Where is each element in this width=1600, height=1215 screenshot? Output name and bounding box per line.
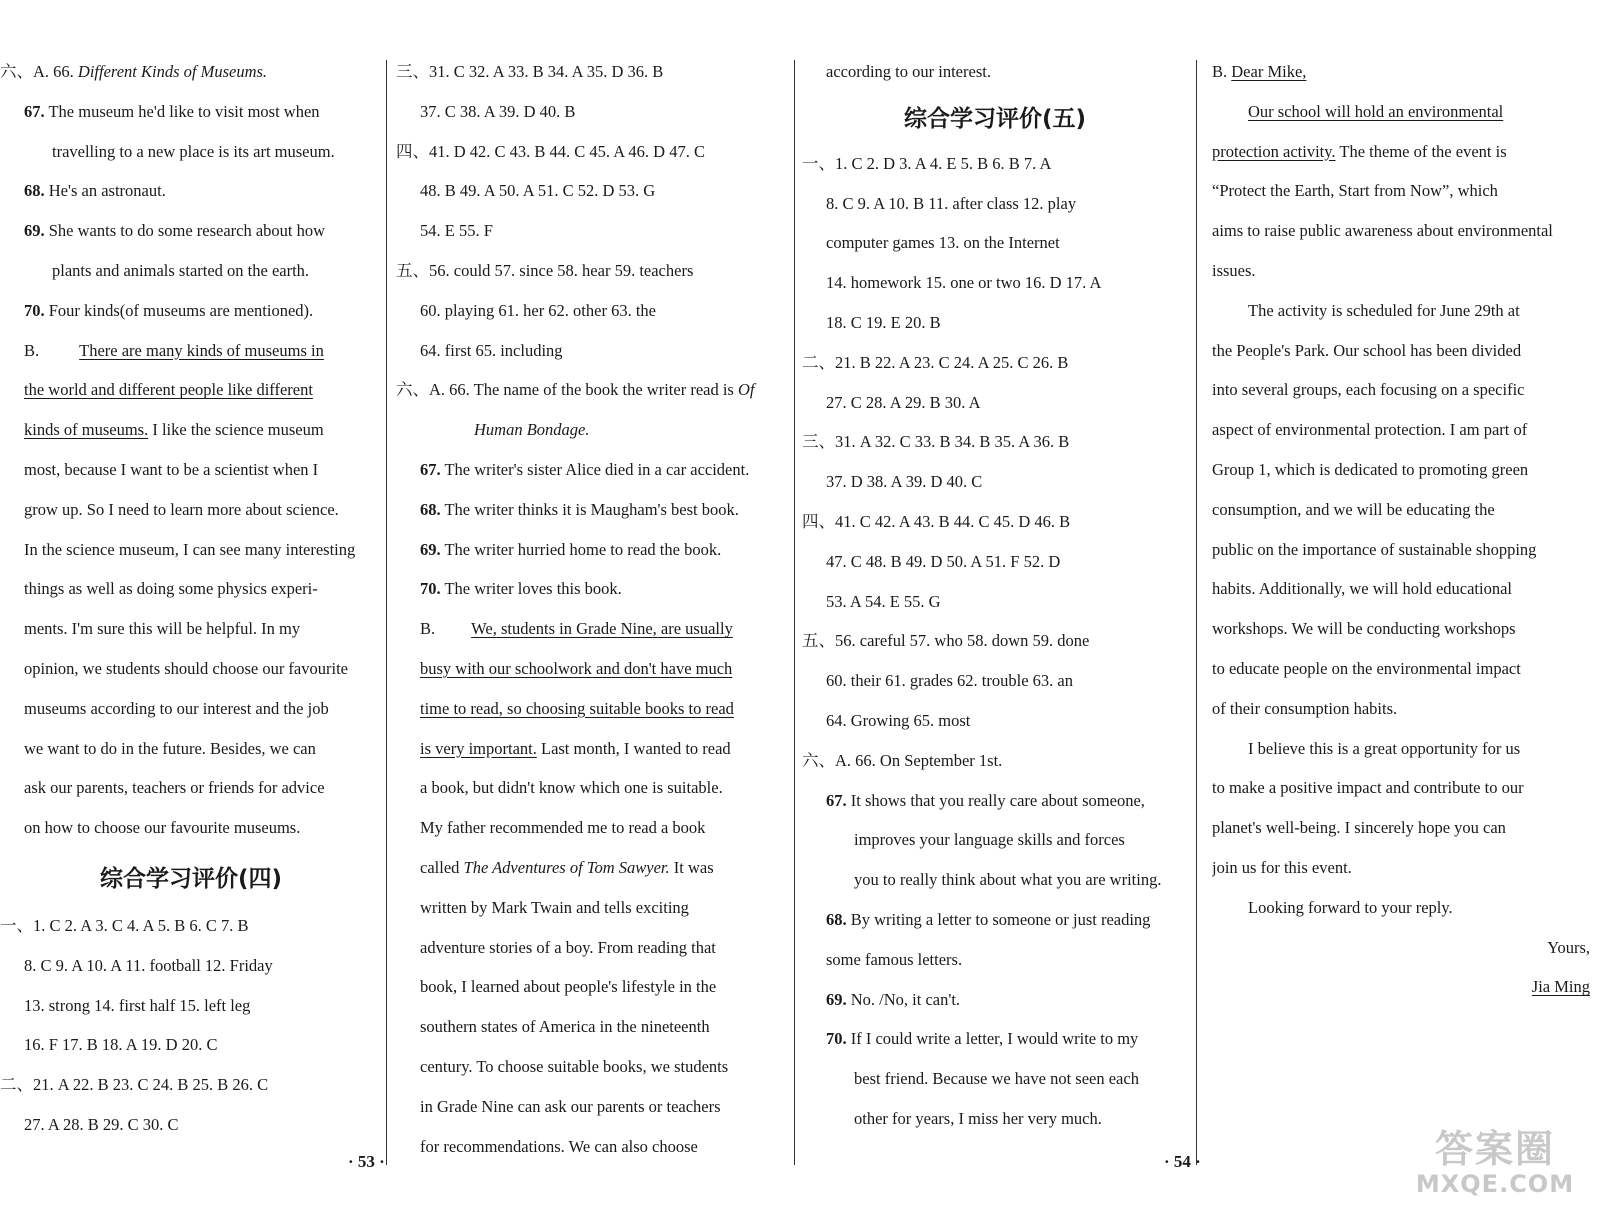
text-line: 六、A. 66. On September 1st. <box>802 750 1003 770</box>
text-line: My father recommended me to read a book <box>420 818 706 838</box>
text-line: ments. I'm sure this will be helpful. In my <box>24 619 301 639</box>
text-line: Group 1, which is dedicated to promoting green <box>1212 459 1529 479</box>
text-line: best friend. Because we have not seen each <box>854 1069 1139 1089</box>
text-line: museums according to our interest and the job <box>24 698 329 718</box>
text-line: 67. The writer's sister Alice died in a car accident. <box>420 459 750 479</box>
answer-line: 53. A 54. E 55. G <box>826 591 941 611</box>
answer-column-2 <box>396 52 788 1162</box>
text-line: a book, but didn't know which one is suitable. <box>420 778 723 798</box>
answer-line: 五、56. careful 57. who 58. down 59. done <box>802 631 1090 651</box>
text-line: into several groups, each focusing on a specific <box>1212 380 1525 400</box>
answer-line: 一、1. C 2. A 3. C 4. A 5. B 6. C 7. B <box>0 915 249 935</box>
section-title: 综合学习评价(五) <box>903 105 1087 132</box>
answer-column-4 <box>1212 52 1590 1162</box>
answer-line: 三、31. C 32. A 33. B 34. A 35. D 36. B <box>396 62 664 81</box>
text-line: 69. She wants to do some research about how <box>24 221 326 241</box>
text-line: to make a positive impact and contribute to our <box>1212 778 1524 798</box>
answer-line: 13. strong 14. first half 15. left leg <box>24 995 251 1015</box>
text-line: issues. <box>1212 260 1256 280</box>
answer-line: 18. C 19. E 20. B <box>826 312 941 332</box>
text-line: according to our interest. <box>826 62 991 81</box>
site-watermark: 答案圈 MXQE.COM <box>1415 1127 1575 1198</box>
answer-line: 三、31. A 32. C 33. B 34. B 35. A 36. B <box>802 432 1070 452</box>
text-line: In the science museum, I can see many interesting <box>24 539 356 559</box>
answer-line: 37. D 38. A 39. D 40. C <box>826 472 983 492</box>
text-line: B. Dear Mike, <box>1212 62 1307 81</box>
text-line: century. To choose suitable books, we students <box>420 1056 729 1076</box>
text-line: Our school will hold an environmental <box>1248 101 1504 121</box>
column-divider <box>794 60 795 1165</box>
text-line: protection activity. The theme of the event is <box>1212 141 1507 161</box>
answer-line: 16. F 17. B 18. A 19. D 20. C <box>24 1035 218 1055</box>
text-line: to educate people on the environmental impact <box>1212 658 1521 678</box>
text-line: on how to choose our favourite museums. <box>24 818 301 838</box>
text-line: 68. The writer thinks it is Maugham's best book. <box>420 499 739 519</box>
text-line: things as well as doing some physics experi- <box>24 579 318 599</box>
text-line: 68. By writing a letter to someone or just reading <box>826 909 1151 929</box>
text-line: 70. If I could write a letter, I would write to my <box>826 1029 1139 1049</box>
page-number-left: · 53 · <box>348 1152 385 1171</box>
answer-line: 37. C 38. A 39. D 40. B <box>420 101 576 121</box>
answer-line: 47. C 48. B 49. D 50. A 51. F 52. D <box>826 551 1061 571</box>
answer-line: 二、21. B 22. A 23. C 24. A 25. C 26. B <box>802 352 1069 372</box>
answer-line: 60. playing 61. her 62. other 63. the <box>420 300 656 320</box>
text-line: planet's well-being. I sincerely hope you can <box>1212 818 1506 838</box>
letter-signature: Jia Ming <box>1531 977 1590 997</box>
text-line: workshops. We will be conducting workshops <box>1212 619 1516 639</box>
answer-line: 14. homework 15. one or two 16. D 17. A <box>826 273 1102 293</box>
column-divider <box>1196 60 1197 1165</box>
text-line: 69. The writer hurried home to read the book. <box>420 539 722 559</box>
text-line: B. There are many kinds of museums in <box>24 340 324 360</box>
text-line: join us for this event. <box>1212 857 1352 877</box>
answer-line: 64. first 65. including <box>420 340 563 360</box>
text-line: southern states of America in the nineteenth <box>420 1017 710 1037</box>
text-line: of their consumption habits. <box>1212 698 1398 718</box>
section-title: 综合学习评价(四) <box>99 865 283 892</box>
answer-column-1 <box>0 52 382 1162</box>
text-line: travelling to a new place is its art museum. <box>52 141 335 161</box>
answer-line: 27. A 28. B 29. C 30. C <box>24 1114 179 1134</box>
page-number-right: · 54 · <box>1164 1152 1201 1171</box>
text-line: in Grade Nine can ask our parents or teachers <box>420 1096 721 1116</box>
text-line: “Protect the Earth, Start from Now”, which <box>1212 181 1498 201</box>
answer-line: 二、21. A 22. B 23. C 24. B 25. B 26. C <box>0 1075 269 1095</box>
text-line: consumption, and we will be educating the <box>1212 499 1495 519</box>
text-line: 69. No. /No, it can't. <box>826 989 961 1009</box>
answer-line: 五、56. could 57. since 58. hear 59. teachers <box>396 260 694 280</box>
text-line: I believe this is a great opportunity for us <box>1248 738 1521 758</box>
text-line: Looking forward to your reply. <box>1248 897 1453 917</box>
answer-column-3 <box>802 52 1188 1162</box>
text-line: improves your language skills and forces <box>854 830 1125 850</box>
text-line: The activity is scheduled for June 29th at <box>1248 300 1520 320</box>
text-line: time to read, so choosing suitable books to read <box>420 698 734 718</box>
text-line: you to really think about what you are writing. <box>854 870 1162 890</box>
text-line: habits. Additionally, we will hold educational <box>1212 579 1513 599</box>
text-line: for recommendations. We can also choose <box>420 1136 698 1156</box>
text-line: the world and different people like different <box>24 380 313 400</box>
text-line: opinion, we students should choose our favourite <box>24 658 348 678</box>
answer-line: 四、41. D 42. C 43. B 44. C 45. A 46. D 47. C <box>396 141 705 161</box>
text-line: grow up. So I need to learn more about science. <box>24 499 339 519</box>
answer-line: 60. their 61. grades 62. trouble 63. an <box>826 671 1073 691</box>
answer-line: 64. Growing 65. most <box>826 710 971 730</box>
text-line: ask our parents, teachers or friends for advice <box>24 778 325 798</box>
letter-closing: Yours, <box>1547 937 1590 957</box>
text-line: the People's Park. Our school has been divided <box>1212 340 1522 360</box>
answer-line: computer games 13. on the Internet <box>826 233 1060 253</box>
text-line: other for years, I miss her very much. <box>854 1108 1102 1128</box>
answer-line: 8. C 9. A 10. B 11. after class 12. play <box>826 193 1077 213</box>
text-line: plants and animals started on the earth. <box>52 260 310 280</box>
answer-line: 四、41. C 42. A 43. B 44. C 45. D 46. B <box>802 511 1071 531</box>
answer-line: 27. C 28. A 29. B 30. A <box>826 392 981 412</box>
text-line: 六、A. 66. The name of the book the writer read is Of <box>396 380 755 400</box>
text-line: 68. He's an astronaut. <box>24 181 166 201</box>
text-line: aspect of environmental protection. I am part of <box>1212 420 1528 440</box>
text-line: is very important. Last month, I wanted to read <box>420 738 731 758</box>
answer-line: 8. C 9. A 10. A 11. football 12. Friday <box>24 955 273 975</box>
text-line: aims to raise public awareness about environmental <box>1212 221 1553 241</box>
text-line: B. We, students in Grade Nine, are usually <box>420 619 733 639</box>
text-line: adventure stories of a boy. From reading that <box>420 937 716 957</box>
text-line: public on the importance of sustainable shopping <box>1212 539 1537 559</box>
text-line: 70. The writer loves this book. <box>420 579 622 599</box>
text-line: busy with our schoolwork and don't have much <box>420 658 733 678</box>
column-divider <box>386 60 387 1165</box>
answer-line: 一、1. C 2. D 3. A 4. E 5. B 6. B 7. A <box>802 153 1052 173</box>
text-line: we want to do in the future. Besides, we can <box>24 738 316 758</box>
text-line: most, because I want to be a scientist when I <box>24 459 319 479</box>
text-line: some famous letters. <box>826 949 963 969</box>
text-line: written by Mark Twain and tells exciting <box>420 897 689 917</box>
text-line: kinds of museums. I like the science museum <box>24 420 324 440</box>
answer-line: 54. E 55. F <box>420 221 493 241</box>
text-line: 70. Four kinds(of museums are mentioned). <box>24 300 314 320</box>
text-line: called The Adventures of Tom Sawyer. It was <box>420 857 714 877</box>
text-line: 67. The museum he'd like to visit most when <box>24 101 320 121</box>
text-line: Human Bondage. <box>474 420 590 440</box>
answer-line: 48. B 49. A 50. A 51. C 52. D 53. G <box>420 181 656 201</box>
text-line: 六、A. 66. Different Kinds of Museums. <box>0 62 268 81</box>
text-line: 67. It shows that you really care about someone, <box>826 790 1145 810</box>
text-line: book, I learned about people's lifestyle in the <box>420 977 717 997</box>
